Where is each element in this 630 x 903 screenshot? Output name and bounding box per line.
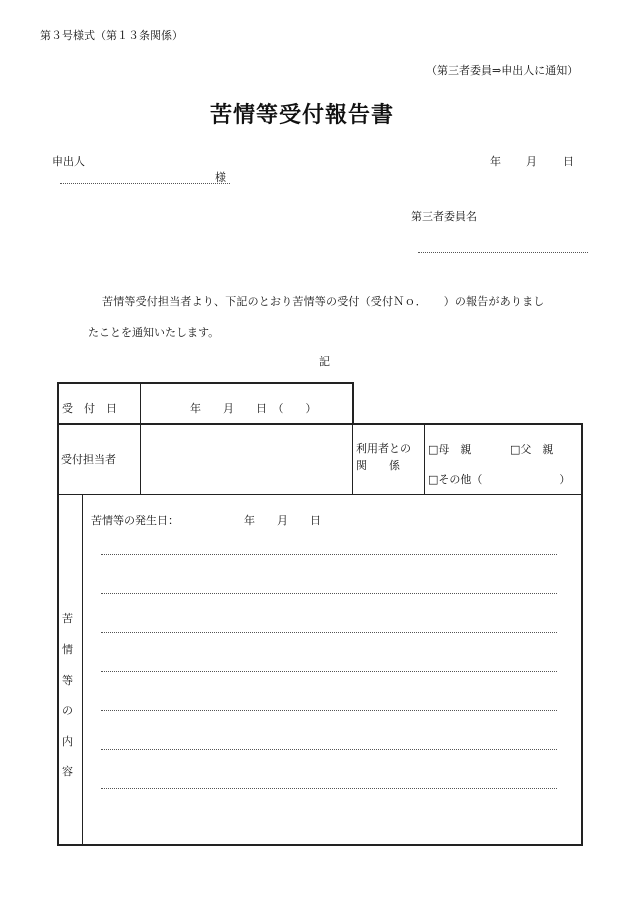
content-line[interactable]: [101, 671, 557, 672]
form-number: 第３号様式（第１３条関係）: [40, 29, 183, 42]
relation-label-line1: 利用者との: [356, 442, 411, 455]
routing-note: （第三者委員⇒申出人に通知）: [426, 64, 579, 77]
reception-date-field[interactable]: 年 月 日 （ ）: [190, 402, 317, 415]
content-label-char: 情: [62, 643, 73, 656]
content-label-char: 等: [62, 674, 73, 687]
content-label-char: 容: [62, 765, 73, 778]
content-line[interactable]: [101, 710, 557, 711]
relation-option-father[interactable]: □父 親: [510, 443, 554, 456]
relation-label-line2: 関 係: [356, 459, 400, 472]
body-text-line1: 苦情等受付担当者より、下記のとおり苦情等の受付（受付Ｎｏ． ）の報告がありまし: [102, 295, 545, 308]
complainant-honorific: 様: [215, 171, 226, 184]
page-title: 苦情等受付報告書: [210, 102, 395, 128]
ki-label: 記: [319, 355, 330, 368]
content-label-char: の: [62, 704, 73, 717]
body-text-line2: たことを通知いたします。: [88, 326, 220, 339]
occurrence-date-field[interactable]: 年 月 日: [244, 514, 321, 527]
committee-member-label: 第三者委員名: [411, 210, 477, 223]
content-label-char: 内: [62, 735, 73, 748]
handler-label: 受付担当者: [61, 453, 116, 466]
date-day: 日: [563, 155, 574, 168]
content-line[interactable]: [101, 632, 557, 633]
date-year: 年: [490, 155, 501, 168]
content-line[interactable]: [101, 554, 557, 555]
handler-field[interactable]: [150, 440, 346, 486]
content-line[interactable]: [101, 749, 557, 750]
complainant-label: 申出人: [52, 155, 85, 168]
relation-option-other[interactable]: □その他（ ）: [428, 473, 571, 486]
date-month: 月: [526, 155, 537, 168]
occurrence-date-label: 苦情等の発生日：: [91, 514, 179, 527]
reception-date-label: 受 付 日: [62, 402, 117, 415]
content-line[interactable]: [101, 788, 557, 789]
content-line[interactable]: [101, 593, 557, 594]
content-label-char: 苦: [62, 612, 73, 625]
committee-member-line[interactable]: [418, 252, 588, 253]
relation-option-mother[interactable]: □母 親: [428, 443, 472, 456]
complainant-name-line[interactable]: [60, 183, 230, 184]
